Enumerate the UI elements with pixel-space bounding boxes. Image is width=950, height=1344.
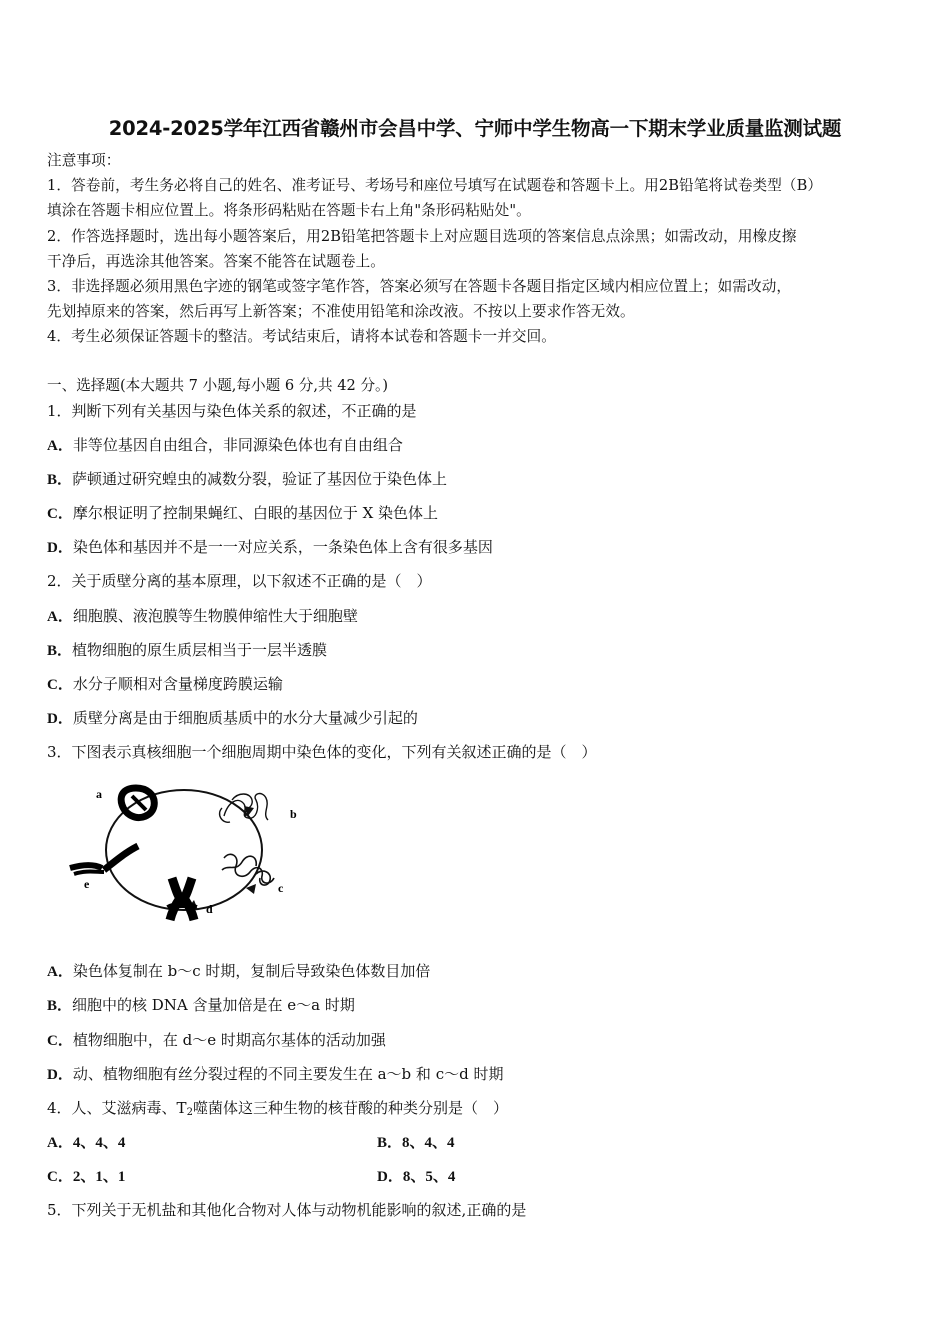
- option-text: 动、植物细胞有丝分裂过程的不同主要发生在 a～b 和 c～d 时期: [72, 1065, 504, 1083]
- option-text: 植物细胞的原生质层相当于一层半透膜: [72, 641, 328, 659]
- notice-line: 3．非选择题必须用黑色字迹的钢笔或签字笔作答，答案必须写在答题卡各题目指定区域内相应位置上；如需改动，: [47, 278, 792, 295]
- figure-label-e: e: [84, 877, 90, 891]
- option-d: [47, 708, 418, 729]
- option-label: B．: [47, 998, 73, 1014]
- figure-label-a: a: [96, 787, 102, 801]
- option-label: C．: [47, 1033, 73, 1049]
- option-d: [377, 1166, 455, 1187]
- option-label: C．: [47, 506, 73, 522]
- option-c: [47, 1030, 386, 1051]
- option-label: D．: [47, 1067, 73, 1083]
- option-label: A．: [47, 1135, 73, 1151]
- option-b: [47, 469, 447, 490]
- chromosome-d: [168, 878, 196, 920]
- option-label: B．: [47, 643, 73, 659]
- option-text: 2、1、1: [72, 1169, 126, 1185]
- option-c: [47, 674, 283, 695]
- notice-line: 4．考生必须保证答题卡的整洁。考试结束后，请将本试卷和答题卡一并交回。: [47, 328, 556, 345]
- option-text: 染色体和基因并不是一一对应关系，一条染色体上含有很多基因: [72, 538, 493, 556]
- option-label: D．: [47, 540, 73, 556]
- figure-label-b: b: [290, 807, 297, 821]
- option-text: 染色体复制在 b～c 时期，复制后导致染色体数目加倍: [72, 962, 431, 980]
- option-label: C．: [47, 1169, 73, 1185]
- option-text: 萨顿通过研究蝗虫的减数分裂，验证了基因位于染色体上: [72, 470, 448, 488]
- option-d: [47, 1064, 503, 1085]
- option-text: 水分子顺相对含量梯度跨膜运输: [72, 675, 283, 693]
- option-text: 细胞膜、液泡膜等生物膜伸缩性大于细胞壁: [72, 607, 358, 625]
- option-label: C．: [47, 677, 73, 693]
- option-b: [47, 640, 327, 661]
- option-b: [47, 995, 355, 1016]
- cell-cycle-figure: [66, 780, 316, 925]
- section-heading: 一、选择题(本大题共 7 小题,每小题 6 分,共 42 分。): [47, 377, 389, 394]
- option-a: [47, 435, 403, 456]
- option-label: B．: [377, 1135, 403, 1151]
- notice-heading: 注意事项：: [47, 152, 121, 169]
- notice-line: 干净后，再选涂其他答案。答案不能答在试题卷上。: [47, 253, 385, 270]
- option-text: 8、4、4: [402, 1135, 455, 1151]
- option-d: [47, 537, 493, 558]
- notice-line: 2．作答选择题时，选出每小题答案后，用2B铅笔把答题卡上对应题目选项的答案信息点涂黑；如需改动，用橡皮擦: [47, 228, 797, 245]
- chromosome-e: [70, 846, 138, 874]
- option-text: 4、4、4: [72, 1135, 126, 1151]
- question-stem: 3．下图表示真核细胞一个细胞周期中染色体的变化，下列有关叙述正确的是（ ）: [47, 743, 597, 761]
- question-stem: 2．关于质壁分离的基本原理，以下叙述不正确的是（ ）: [47, 572, 432, 590]
- option-a: [47, 606, 358, 627]
- option-text: 细胞中的核 DNA 含量加倍是在 e～a 时期: [72, 996, 355, 1014]
- notice-line: 1．答卷前，考生务必将自己的姓名、准考证号、考场号和座位号填写在试题卷和答题卡上。用2B铅笔将试卷类型（B）: [47, 177, 823, 194]
- option-label: D．: [377, 1169, 403, 1185]
- question-stem: 5．下列关于无机盐和其他化合物对人体与动物机能影响的叙述,正确的是: [47, 1201, 527, 1219]
- option-label: A．: [47, 438, 73, 454]
- option-text: 8、5、4: [402, 1169, 456, 1185]
- option-label: D．: [47, 711, 73, 727]
- chromatin-c: [222, 854, 274, 885]
- option-b: [377, 1132, 455, 1153]
- notice-line: 先划掉原来的答案，然后再写上新答案；不准使用铅笔和涂改液。不按以上要求作答无效。: [47, 303, 635, 320]
- option-text: 植物细胞中，在 d～e 时期高尔基体的活动加强: [72, 1031, 386, 1049]
- stem-subscript: 2: [186, 1107, 193, 1118]
- option-label: A．: [47, 609, 73, 625]
- chromatin-b: [220, 794, 268, 823]
- option-label: A．: [47, 964, 73, 980]
- option-text: 非等位基因自由组合，非同源染色体也有自由组合: [72, 436, 403, 454]
- page-title: 2024-2025学年江西省赣州市会昌中学、宁师中学生物高一下期末学业质量监测试题: [108, 117, 842, 140]
- option-a: [47, 961, 430, 982]
- stem-part: 4．人、艾滋病毒、T: [47, 1099, 187, 1117]
- notice-line: 填涂在答题卡相应位置上。将条形码粘贴在答题卡右上角"条形码粘贴处"。: [47, 202, 531, 219]
- chromosome-a: [121, 788, 154, 818]
- question-stem: [47, 1098, 508, 1123]
- question-stem: 1．判断下列有关基因与染色体关系的叙述，不正确的是: [47, 402, 417, 420]
- option-label: B．: [47, 472, 73, 488]
- option-a: [47, 1132, 125, 1153]
- stem-part: 噬菌体这三种生物的核苷酸的种类分别是（ ）: [192, 1099, 508, 1117]
- figure-label-d: d: [206, 902, 213, 916]
- option-c: [47, 1166, 125, 1187]
- option-c: [47, 503, 438, 524]
- option-text: 质壁分离是由于细胞质基质中的水分大量减少引起的: [72, 709, 418, 727]
- figure-label-c: c: [278, 881, 284, 895]
- option-text: 摩尔根证明了控制果蝇红、白眼的基因位于 X 染色体上: [72, 504, 439, 522]
